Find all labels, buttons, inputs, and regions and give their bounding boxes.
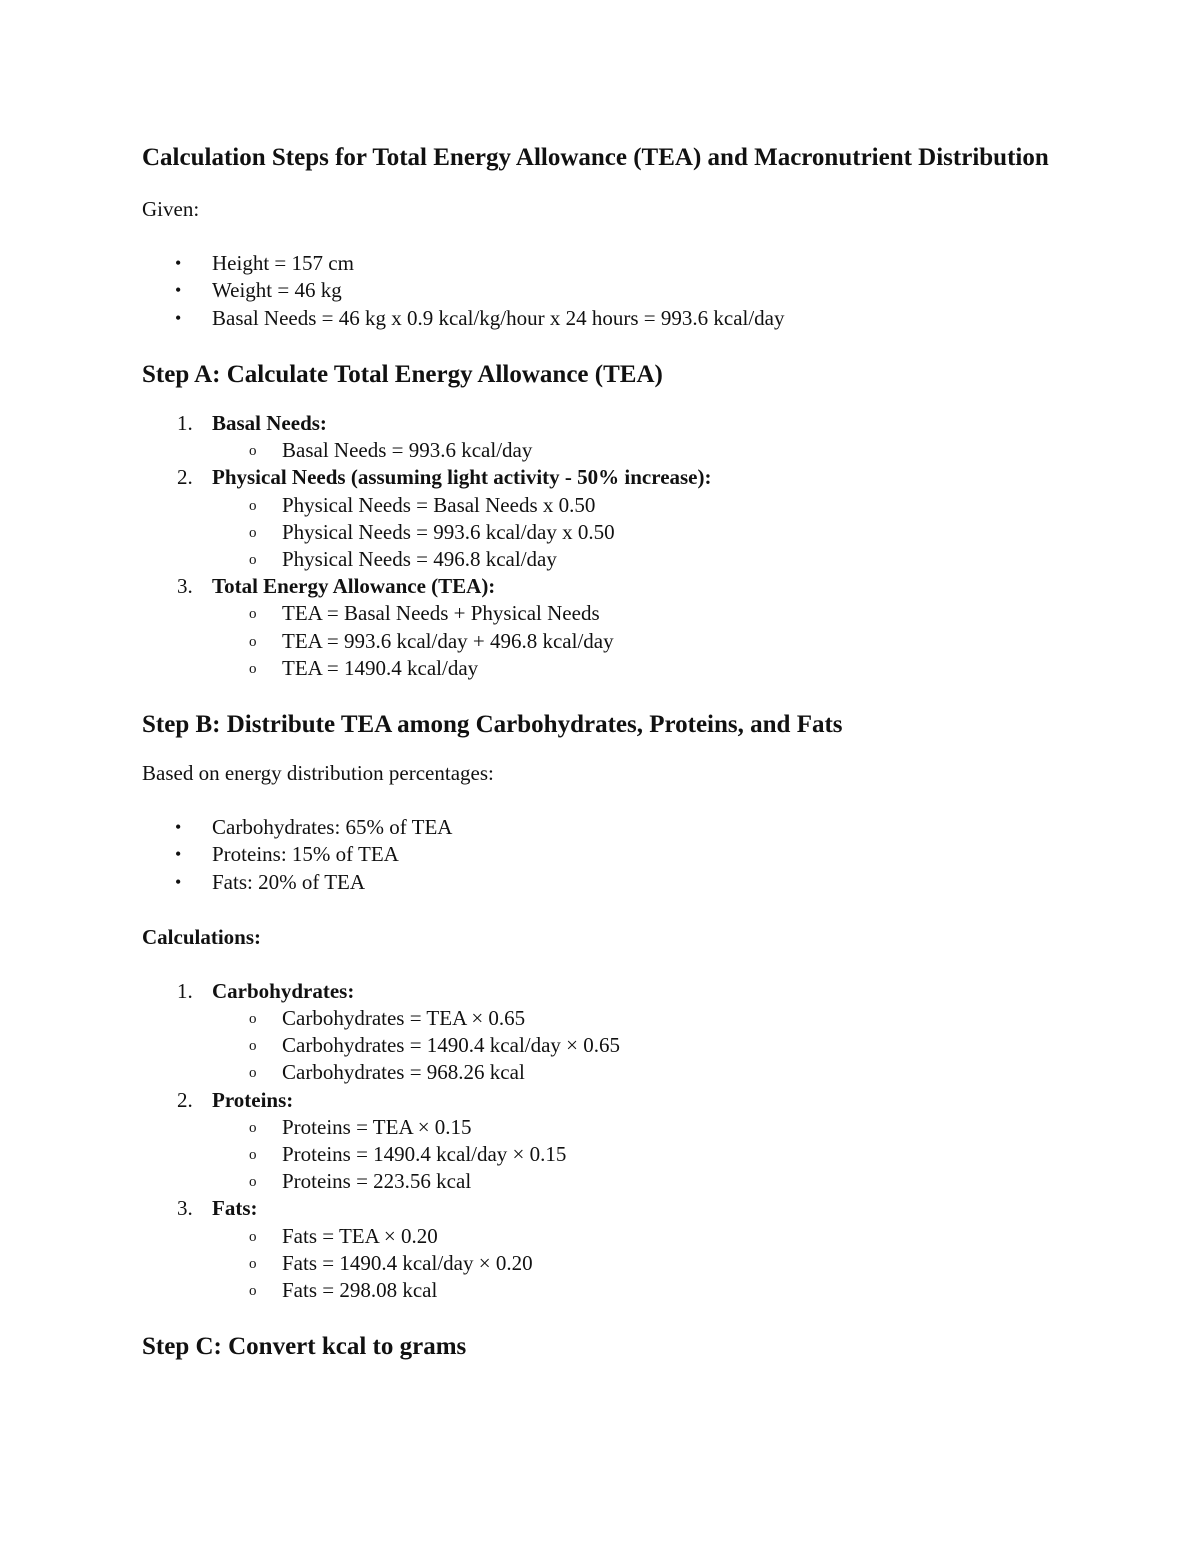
item-number: 2.: [177, 465, 193, 490]
step-c-heading: Step C: Convert kcal to grams: [142, 1333, 467, 1361]
step-a-item-basal: [142, 410, 1062, 464]
sub-bullet-icon: o: [249, 1011, 257, 1028]
given-label: Given:: [142, 197, 200, 221]
sub-bullet-icon: o: [249, 1228, 257, 1245]
sub-item: o Proteins = 223.56 kcal: [212, 1168, 1062, 1195]
sub-bullet-icon: o: [249, 660, 257, 677]
item-number: 1.: [177, 978, 193, 1003]
step-b-heading: Step B: Distribute TEA among Carbohydrates, Proteins, and Fats: [142, 710, 843, 738]
sub-bullet-icon: o: [249, 606, 257, 623]
item-number: 1.: [177, 410, 193, 435]
item-label: Physical Needs (assuming light activity - 50% increase):: [212, 465, 712, 490]
step-a-heading: Step A: Calculate Total Energy Allowance (TEA): [142, 360, 663, 388]
bullet-icon: •: [175, 253, 182, 273]
sub-bullet-icon: o: [249, 1174, 257, 1191]
sub-item: o Proteins = TEA × 0.15: [212, 1114, 1062, 1141]
sub-list: [212, 1005, 1062, 1087]
sub-item: o Physical Needs = 993.6 kcal/day x 0.50: [212, 519, 1062, 546]
document-content: [142, 143, 1062, 1382]
step-b-list: [142, 978, 1062, 1304]
given-item: • Height = 157 cm: [142, 250, 1062, 277]
sub-item: o Fats = 1490.4 kcal/day × 0.20: [212, 1250, 1062, 1277]
bullet-icon: •: [175, 871, 182, 892]
given-item: • Weight = 46 kg: [142, 277, 1062, 304]
sub-item: o Carbohydrates = 1490.4 kcal/day × 0.65: [212, 1032, 1062, 1059]
step-b-item-fats: [142, 1195, 1062, 1304]
sub-item: o TEA = Basal Needs + Physical Needs: [212, 600, 1062, 627]
sub-list: [212, 1114, 1062, 1196]
bullet-icon: •: [175, 280, 182, 301]
given-item: • Basal Needs = 46 kg x 0.9 kcal/kg/hour x 24 hours = 993.6 kcal/day: [142, 305, 1062, 332]
sub-bullet-icon: o: [249, 551, 257, 568]
sub-item: o Basal Needs = 993.6 kcal/day: [212, 437, 1062, 464]
sub-item: o TEA = 993.6 kcal/day + 496.8 kcal/day: [212, 628, 1062, 655]
sub-item: o Fats = 298.08 kcal: [212, 1277, 1062, 1304]
item-number: 3.: [177, 1196, 193, 1221]
item-label: Basal Needs:: [212, 410, 327, 435]
bullet-icon: •: [175, 816, 182, 837]
sub-item: o Physical Needs = Basal Needs x 0.50: [212, 492, 1062, 519]
sub-list: [212, 492, 1062, 574]
distribution-item: • Proteins: 15% of TEA: [142, 841, 1062, 868]
step-b-intro: Based on energy distribution percentages:: [142, 760, 494, 785]
sub-bullet-icon: o: [249, 497, 257, 514]
item-number: 2.: [177, 1087, 193, 1112]
step-a-item-physical: [142, 464, 1062, 573]
bullet-icon: •: [175, 307, 182, 328]
sub-item: o Proteins = 1490.4 kcal/day × 0.15: [212, 1141, 1062, 1168]
bullet-icon: •: [175, 844, 182, 865]
distribution-item: • Fats: 20% of TEA: [142, 869, 1062, 896]
sub-bullet-icon: o: [249, 1283, 257, 1300]
sub-bullet-icon: o: [249, 1065, 257, 1082]
sub-bullet-icon: o: [249, 1038, 257, 1055]
given-list: [142, 250, 1062, 332]
sub-list: [212, 437, 1062, 464]
sub-list: [212, 600, 1062, 682]
step-b-item-proteins: [142, 1087, 1062, 1196]
sub-bullet-icon: o: [249, 1119, 257, 1136]
sub-item: o TEA = 1490.4 kcal/day: [212, 655, 1062, 682]
distribution-item: • Carbohydrates: 65% of TEA: [142, 814, 1062, 841]
sub-bullet-icon: o: [249, 1147, 257, 1164]
sub-item: o Physical Needs = 496.8 kcal/day: [212, 546, 1062, 573]
sub-item: o Fats = TEA × 0.20: [212, 1223, 1062, 1250]
step-b-item-carbohydrates: [142, 978, 1062, 1087]
sub-bullet-icon: o: [249, 633, 257, 650]
item-label: Carbohydrates:: [212, 978, 355, 1003]
sub-bullet-icon: o: [249, 1255, 257, 1272]
item-label: Proteins:: [212, 1087, 294, 1112]
step-a-list: [142, 410, 1062, 682]
document-title: Calculation Steps for Total Energy Allowance (TEA) and Macronutrient Distribution: [142, 144, 1049, 171]
sub-item: o Carbohydrates = 968.26 kcal: [212, 1059, 1062, 1086]
sub-list: [212, 1223, 1062, 1305]
item-label: Fats:: [212, 1196, 258, 1221]
step-a-item-tea: [142, 573, 1062, 682]
distribution-list: [142, 814, 1062, 896]
sub-bullet-icon: o: [249, 443, 257, 460]
sub-item: o Carbohydrates = TEA × 0.65: [212, 1005, 1062, 1032]
item-label: Total Energy Allowance (TEA):: [212, 574, 496, 599]
calculations-label: Calculations:: [142, 924, 262, 949]
item-number: 3.: [177, 574, 193, 599]
sub-bullet-icon: o: [249, 524, 257, 541]
